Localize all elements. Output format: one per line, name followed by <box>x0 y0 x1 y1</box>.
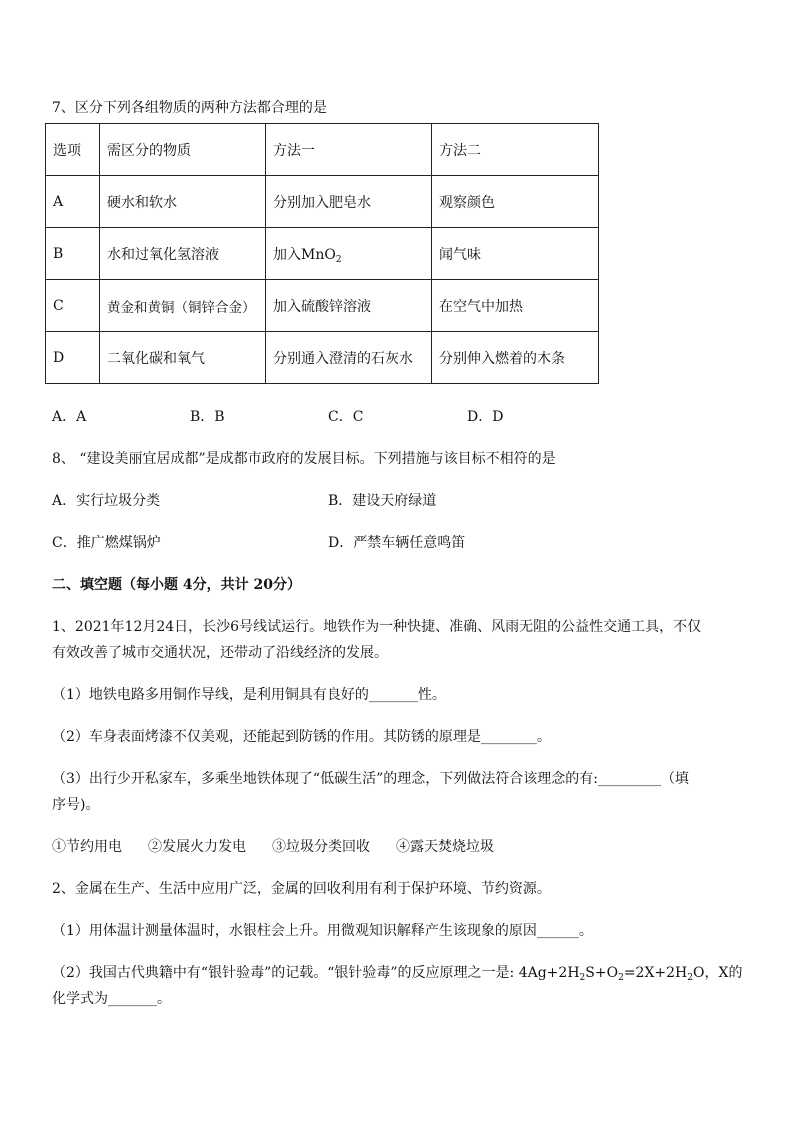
f1-part2 <box>52 727 551 747</box>
table-cell: 分别通入澄清的石灰水 <box>266 332 432 384</box>
table-header-cell: 方法一 <box>266 124 432 176</box>
table-cell: 观察颜色 <box>432 176 599 228</box>
section-title: 二、填空题（每小题 4分，共计 20分） <box>52 577 301 593</box>
table-row <box>46 176 599 228</box>
f2-part2-suffix: 。 <box>157 991 171 1007</box>
mno2-subscript: 2 <box>335 254 342 265</box>
q7-option-d[interactable]: D．D <box>467 409 504 425</box>
mno2-text: 加入MnO <box>273 246 336 263</box>
table-header-cell: 选项 <box>46 124 100 176</box>
f2-part2 <box>52 963 742 983</box>
f1-part2-text: （2）车身表面烤漆不仅美观，还能起到防锈的作用。其防锈的原理是 <box>52 729 481 745</box>
table-cell: 硬水和软水 <box>100 176 266 228</box>
table-header-cell: 需区分的物质 <box>100 124 266 176</box>
f1-part1-blank[interactable]: _______ <box>368 687 418 703</box>
f1-part3 <box>52 769 689 789</box>
table-cell <box>266 228 432 280</box>
subscript: 2 <box>618 973 624 983</box>
f1-stem-line2: 有效改善了城市交通状况，还带动了沿线经济的发展。 <box>52 645 388 661</box>
subscript: 2 <box>687 973 693 983</box>
table-header-cell: 方法二 <box>432 124 599 176</box>
table-cell: 黄金和黄铜（铜锌合金） <box>100 280 266 332</box>
table-cell: 在空气中加热 <box>432 280 599 332</box>
f1-part2-blank[interactable]: ________ <box>480 729 537 745</box>
q8-option-d[interactable]: D．严禁车辆任意鸣笛 <box>328 535 466 551</box>
table-header-row <box>46 124 599 176</box>
f1-part3-line2: 序号)。 <box>52 797 100 813</box>
q7-option-c[interactable]: C．C <box>328 409 364 425</box>
q8-stem: 8、 “建设美丽宜居成都”是成都市政府的发展目标。下列措施与该目标不相符的是 <box>52 451 556 467</box>
q7-stem: 7、区分下列各组物质的两种方法都合理的是 <box>52 100 327 116</box>
f2-part2-line2 <box>52 989 171 1009</box>
f1-choice-4: ④露天焚烧垃圾 <box>396 839 494 855</box>
f2-eq-part: O，X的 <box>693 965 743 981</box>
table-cell: A <box>46 176 100 228</box>
f1-choice-2: ②发展火力发电 <box>148 839 246 855</box>
q7-option-a[interactable]: A．A <box>52 409 87 425</box>
f1-part3-suffix: （填 <box>660 771 689 787</box>
f2-part1-suffix: 。 <box>578 923 593 939</box>
f1-part1 <box>52 685 446 705</box>
f1-stem-line1: 1、2021年12月24日，长沙6号线试运行。地铁作为一种快捷、准确、风雨无阻的公益性交通工具，不仅 <box>52 619 702 635</box>
f2-stem: 2、金属在生产、生活中应用广泛，金属的回收利用有利于保护环境、节约资源。 <box>52 881 551 897</box>
table-cell: 加入硫酸锌溶液 <box>266 280 432 332</box>
f1-part2-suffix: 。 <box>536 729 551 745</box>
f2-part2-text: （2）我国古代典籍中有“银针验毒”的记载。“银针验毒”的反应原理之一是: 4Ag+2H <box>52 965 580 981</box>
table-cell: B <box>46 228 100 280</box>
table-cell: 分别伸入燃着的木条 <box>432 332 599 384</box>
table-cell: 二氧化碳和氧气 <box>100 332 266 384</box>
f2-part1-text: （1）用体温计测量体温时，水银柱会上升。用微观知识解释产生该现象的原因 <box>52 923 537 939</box>
table-cell: 水和过氧化氢溶液 <box>100 228 266 280</box>
table-row <box>46 332 599 384</box>
q7-option-b[interactable]: B．B <box>190 409 225 425</box>
f2-eq-part: =2X+2H <box>623 965 688 981</box>
table-cell: C <box>46 280 100 332</box>
f1-part3-blank[interactable]: _________ <box>597 771 661 787</box>
f2-part2-blank[interactable]: _______ <box>108 991 157 1007</box>
f2-part1-blank[interactable]: ______ <box>536 923 579 939</box>
table-row <box>46 228 599 280</box>
f1-choice-1: ①节约用电 <box>52 839 122 855</box>
table-cell: 闻气味 <box>432 228 599 280</box>
table-cell: D <box>46 332 100 384</box>
f1-choice-3: ③垃圾分类回收 <box>272 839 370 855</box>
f2-eq-part: S+O <box>585 965 619 981</box>
f1-part1-text: （1）地铁电路多用铜作导线，是利用铜具有良好的 <box>52 687 369 703</box>
f2-part2-line2-text: 化学式为 <box>52 991 108 1007</box>
f1-part3-text: （3）出行少开私家车，多乘坐地铁体现了“低碳生活”的理念，下列做法符合该理念的有: <box>52 771 598 787</box>
table-row <box>46 280 599 332</box>
subscript: 2 <box>579 973 586 983</box>
table-cell: 分别加入肥皂水 <box>266 176 432 228</box>
q8-option-a[interactable]: A．实行垃圾分类 <box>52 493 161 509</box>
q8-option-c[interactable]: C．推广燃煤锅炉 <box>52 535 161 551</box>
q8-option-b[interactable]: B．建设天府绿道 <box>328 493 437 509</box>
f2-part1 <box>52 921 593 941</box>
q7-table <box>45 123 599 384</box>
f1-part1-suffix: 性。 <box>417 687 446 703</box>
